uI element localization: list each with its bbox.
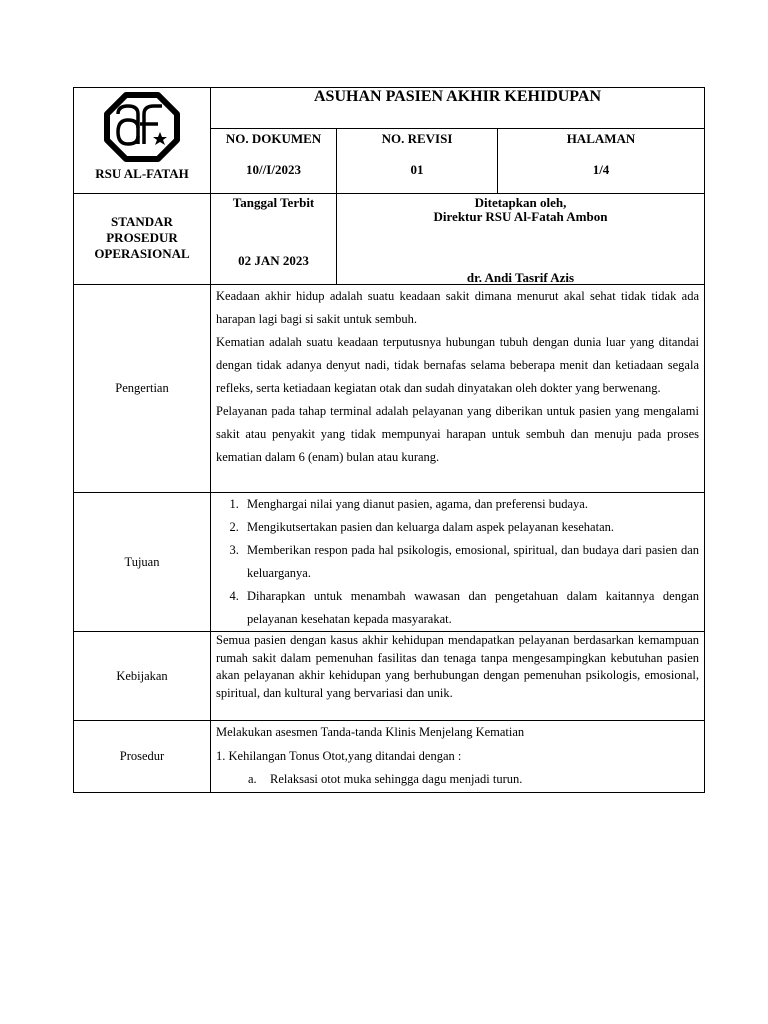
- sub-item-marker: a.: [248, 772, 257, 786]
- pengertian-paragraph: Pelayanan pada tahap terminal adalah pelayanan yang diberikan untuk pasien yang mengalami sakit atau penyakit yang tidak mempunyai harapan untuk sembuh dan menuju pada proses kematian dalam 6 (enam) bulan atau kurang.: [216, 404, 699, 464]
- hospital-logo-cell: [74, 88, 211, 194]
- tanggal-terbit-value: 02 JAN 2023: [238, 253, 309, 268]
- sop-label-line2: PROSEDUR: [106, 230, 178, 245]
- pengertian-paragraph: Keadaan akhir hidup adalah suatu keadaan sakit dimana menurut akal sehat tidak tidak ada harapan lagi bagi si sakit untuk sembuh.: [216, 289, 699, 326]
- ditetapkan-line1: Ditetapkan oleh,: [474, 195, 567, 210]
- sop-label-line3: OPERASIONAL: [94, 246, 190, 261]
- no-dokumen-cell: [211, 129, 337, 194]
- kebijakan-text: Semua pasien dengan kasus akhir kehidupan mendapatkan pelayanan berdasarkan kemampuan rumah sakit dalam pemenuhan fasilitas dan tenaga tanpa mengesampingkan kebutuhan pasien akan pelayanan akhir kehidupan yang berhubungan dengan pemenuhan psikologis, emosional, spiritual, dan kultural yang bervariasi dan unik.: [216, 633, 699, 700]
- list-item: 1. Menghargai nilai yang dianut pasien, agama, dan preferensi budaya.: [242, 493, 699, 516]
- ditetapkan-cell: [337, 194, 705, 285]
- hospital-name: RSU AL-FATAH: [95, 166, 189, 181]
- halaman-cell: [498, 129, 705, 194]
- list-item: 3. Memberikan respon pada hal psikologis, emosional, spiritual, dan budaya dari pasien dan keluarganya.: [242, 539, 699, 585]
- prosedur-sub-item: [216, 768, 699, 792]
- no-dokumen-label: NO. DOKUMEN: [225, 131, 322, 146]
- kebijakan-content: [211, 632, 705, 721]
- pengertian-label: Pengertian: [74, 285, 211, 493]
- kebijakan-label: Kebijakan: [74, 632, 211, 721]
- ditetapkan-line2: Direktur RSU Al-Fatah Ambon: [433, 209, 608, 224]
- halaman-label: HALAMAN: [566, 131, 636, 146]
- prosedur-intro: Melakukan asesmen Tanda-tanda Klinis Menjelang Kematian: [216, 725, 525, 739]
- list-item: 2. Mengikutsertakan pasien dan keluarga dalam aspek pelayanan kesehatan.: [242, 516, 699, 539]
- tujuan-label: Tujuan: [74, 493, 211, 632]
- tujuan-content: [211, 493, 705, 632]
- no-revisi-cell: [337, 129, 498, 194]
- pengertian-content: [211, 285, 705, 493]
- no-revisi-label: NO. REVISI: [381, 131, 453, 146]
- halaman-value: 1/4: [592, 162, 610, 177]
- tanggal-terbit-label: Tanggal Terbit: [232, 195, 315, 210]
- tujuan-list: [216, 493, 699, 631]
- signatory-name: dr. Andi Tasrif Azis: [466, 270, 575, 285]
- prosedur-label: Prosedur: [74, 721, 211, 793]
- document-title: ASUHAN PASIEN AKHIR KEHIDUPAN: [211, 88, 705, 129]
- pengertian-paragraph: Kematian adalah suatu keadaan terputusnya hubungan tubuh dengan dunia luar yang ditandai dengan tidak adanya denyut nadi, tidak bernafas selama beberapa menit dan ketiadaan segala refleks, serta ketiadaan kegiatan otak dan sudah dinyatakan oleh dokter yang berwenang.: [216, 335, 699, 395]
- prosedur-content: [211, 721, 705, 793]
- sop-document-table: [73, 87, 705, 793]
- sub-item-text: Relaksasi otot muka sehingga dagu menjadi turun.: [270, 772, 523, 786]
- tanggal-terbit-cell: [211, 194, 337, 285]
- hospital-logo-icon: [104, 92, 180, 162]
- no-dokumen-value: 10//I/2023: [246, 162, 301, 177]
- sop-label-line1: STANDAR: [111, 214, 173, 229]
- sop-label-cell: [74, 194, 211, 285]
- no-revisi-value: 01: [410, 162, 424, 177]
- list-item: 4. Diharapkan untuk menambah wawasan dan pengetahuan dalam kaitannya dengan pelayanan kesehatan kepada masyarakat.: [242, 585, 699, 631]
- prosedur-step-1: 1. Kehilangan Tonus Otot,yang ditandai dengan :: [216, 748, 462, 763]
